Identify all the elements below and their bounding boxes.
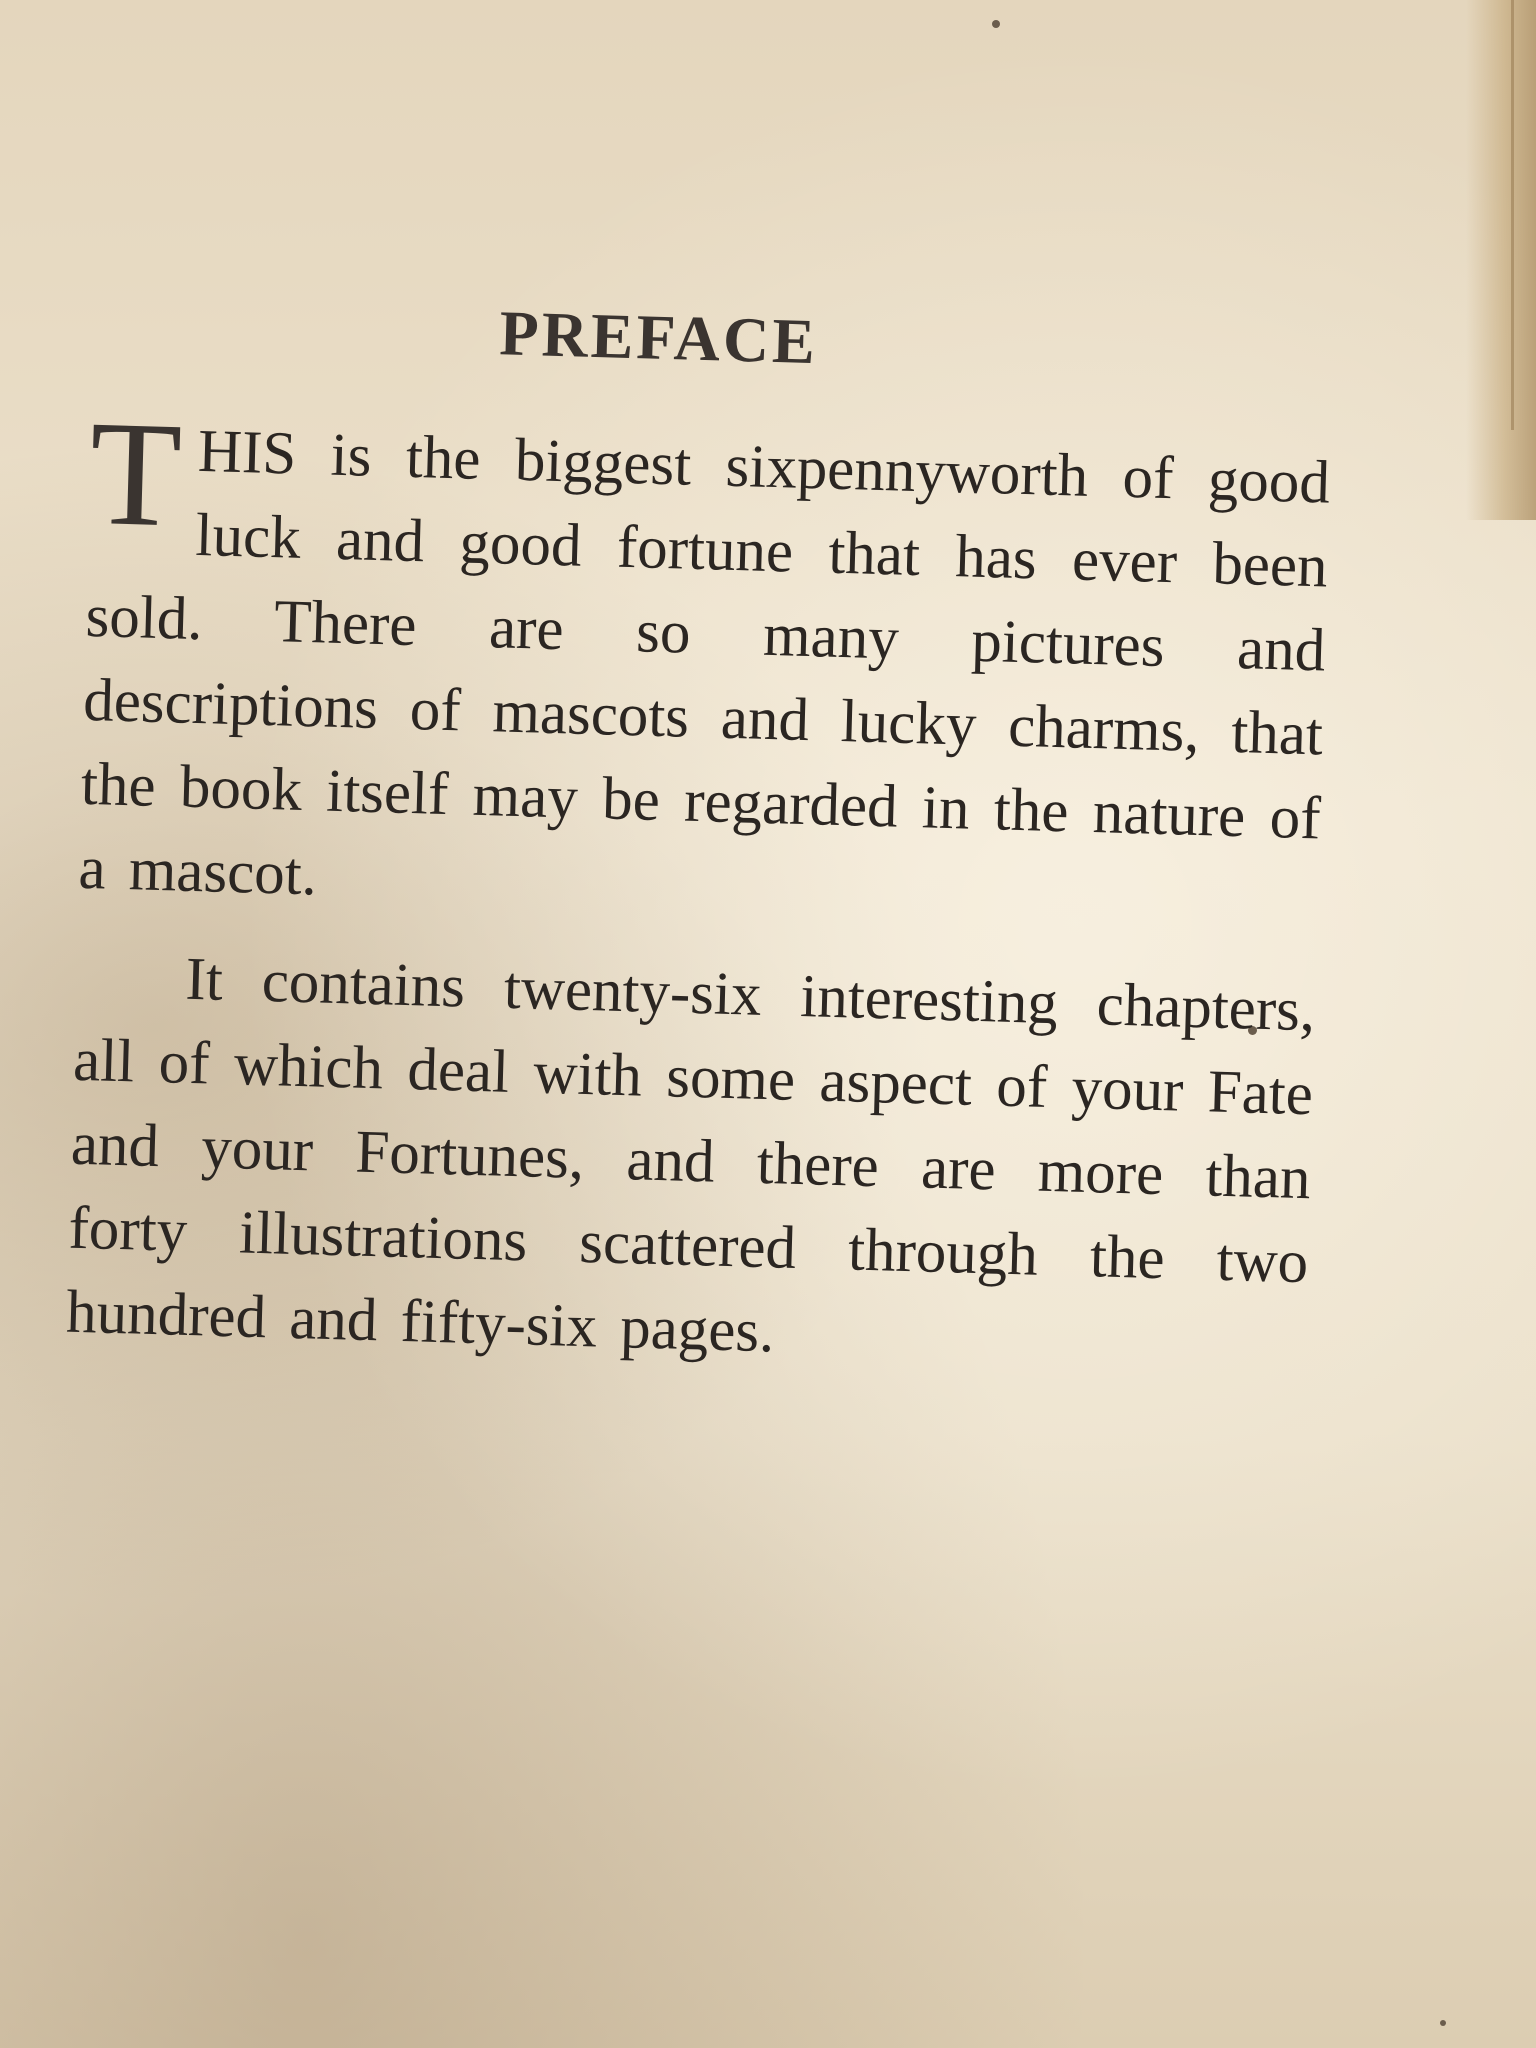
drop-cap: T [87,389,184,559]
page-title: PREFACE [498,297,819,378]
paper-speck [992,20,1000,28]
preface-section [65,285,1334,1389]
paragraph-1-text: HIS is the biggest sixpennyworth of good luck and good fortune that has ever been sold. There are so many pictures and descriptions of mascots and lucky charms, that the book itself may be regarded in the nature of a mascot. [77,417,1331,909]
book-spine-shadow [1466,0,1536,520]
preface-paragraph-1 [77,389,1332,945]
paper-speck [1440,2020,1446,2026]
book-spine-line [1511,0,1514,430]
preface-paragraph-2 [65,935,1316,1389]
paragraph-2-text: It contains twenty-six interesting chapters, all of which deal with some aspect of your Fate and your Fortunes, and there are more than forty illustrations scattered through the two hundred and fifty-six pages. [65,945,1317,1366]
